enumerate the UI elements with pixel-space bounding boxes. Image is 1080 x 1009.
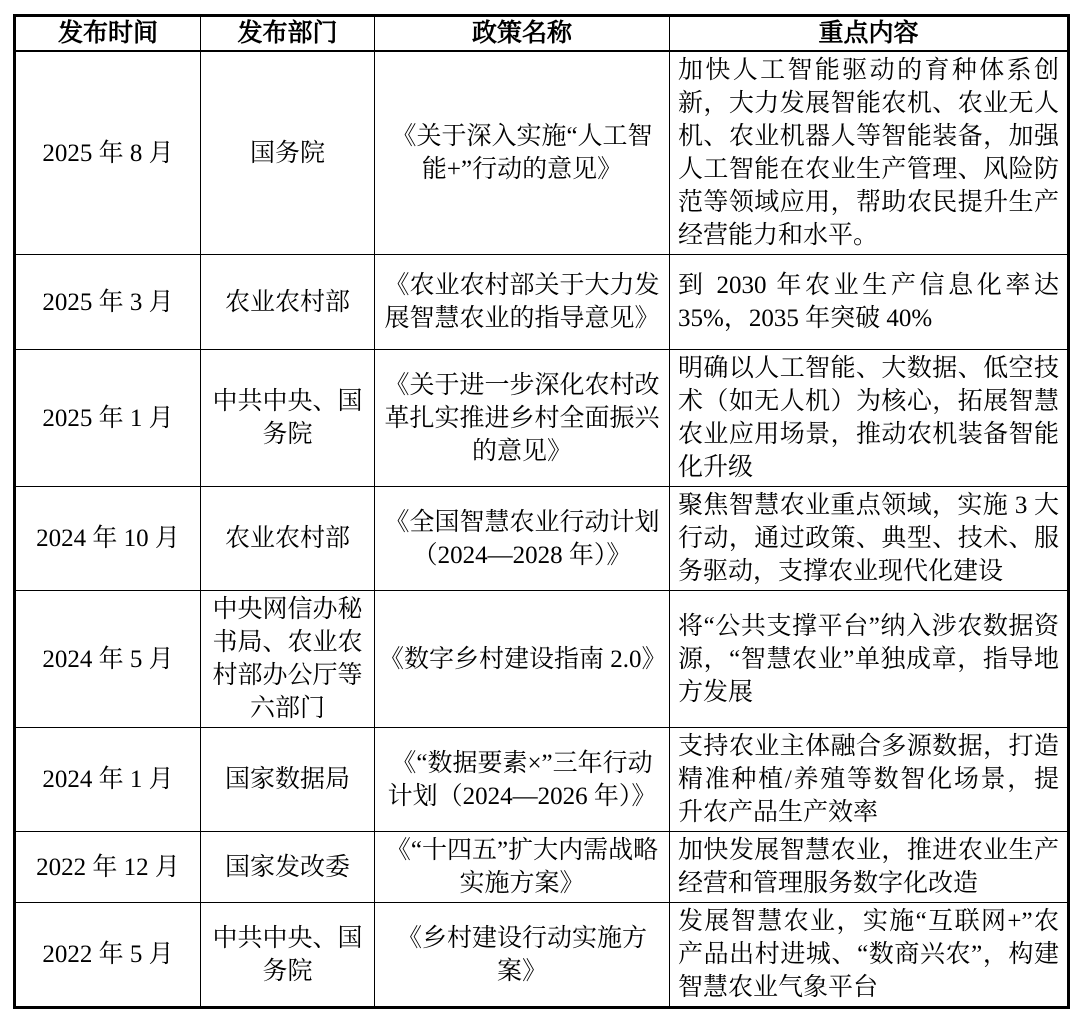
cell-department: 中共中央、国务院	[201, 350, 375, 487]
table-row	[15, 591, 1069, 728]
cell-date: 2022 年 12 月	[15, 832, 201, 903]
cell-date: 2025 年 3 月	[15, 255, 201, 350]
cell-policy: 《全国智慧农业行动计划（2024—2028 年）》	[375, 487, 670, 591]
table-row	[15, 350, 1069, 487]
cell-content: 明确以人工智能、大数据、低空技术（如无人机）为核心，拓展智慧农业应用场景，推动农机装备智能化升级	[670, 350, 1069, 487]
cell-policy: 《乡村建设行动实施方案》	[375, 903, 670, 1008]
cell-date: 2024 年 10 月	[15, 487, 201, 591]
cell-content: 加快人工智能驱动的育种体系创新，大力发展智能农机、农业无人机、农业机器人等智能装备，加强人工智能在农业生产管理、风险防范等领域应用，帮助农民提升生产经营能力和水平。	[670, 51, 1069, 255]
table-row	[15, 255, 1069, 350]
cell-department: 中央网信办秘书局、农业农村部办公厅等六部门	[201, 591, 375, 728]
cell-content: 支持农业主体融合多源数据，打造精准种植/养殖等数智化场景，提升农产品生产效率	[670, 728, 1069, 832]
column-header-date: 发布时间	[15, 16, 201, 52]
table-row	[15, 728, 1069, 832]
cell-date: 2022 年 5 月	[15, 903, 201, 1008]
cell-policy: 《“十四五”扩大内需战略实施方案》	[375, 832, 670, 903]
cell-policy: 《“数据要素×”三年行动计划（2024—2026 年）》	[375, 728, 670, 832]
cell-policy: 《关于进一步深化农村改革扎实推进乡村全面振兴的意见》	[375, 350, 670, 487]
table-row	[15, 487, 1069, 591]
table-row	[15, 832, 1069, 903]
cell-department: 农业农村部	[201, 255, 375, 350]
cell-department: 国家发改委	[201, 832, 375, 903]
cell-date: 2024 年 1 月	[15, 728, 201, 832]
cell-date: 2025 年 1 月	[15, 350, 201, 487]
cell-department: 国家数据局	[201, 728, 375, 832]
cell-content: 加快发展智慧农业，推进农业生产经营和管理服务数字化改造	[670, 832, 1069, 903]
cell-content: 发展智慧农业，实施“互联网+”农产品出村进城、“数商兴农”，构建智慧农业气象平台	[670, 903, 1069, 1008]
column-header-policy: 政策名称	[375, 16, 670, 52]
cell-department: 中共中央、国务院	[201, 903, 375, 1008]
cell-date: 2025 年 8 月	[15, 51, 201, 255]
table-row	[15, 51, 1069, 255]
cell-date: 2024 年 5 月	[15, 591, 201, 728]
table-header-row	[15, 16, 1069, 52]
cell-policy: 《农业农村部关于大力发展智慧农业的指导意见》	[375, 255, 670, 350]
column-header-content: 重点内容	[670, 16, 1069, 52]
cell-content: 将“公共支撑平台”纳入涉农数据资源，“智慧农业”单独成章，指导地方发展	[670, 591, 1069, 728]
cell-department: 国务院	[201, 51, 375, 255]
cell-content: 到 2030 年农业生产信息化率达 35%，2035 年突破 40%	[670, 255, 1069, 350]
cell-department: 农业农村部	[201, 487, 375, 591]
policy-table	[13, 14, 1070, 1009]
table-row	[15, 903, 1069, 1008]
cell-content: 聚焦智慧农业重点领域，实施 3 大行动，通过政策、典型、技术、服务驱动，支撑农业现代化建设	[670, 487, 1069, 591]
cell-policy: 《数字乡村建设指南 2.0》	[375, 591, 670, 728]
cell-policy: 《关于深入实施“人工智能+”行动的意见》	[375, 51, 670, 255]
policy-table-container	[13, 14, 1070, 1009]
column-header-department: 发布部门	[201, 16, 375, 52]
